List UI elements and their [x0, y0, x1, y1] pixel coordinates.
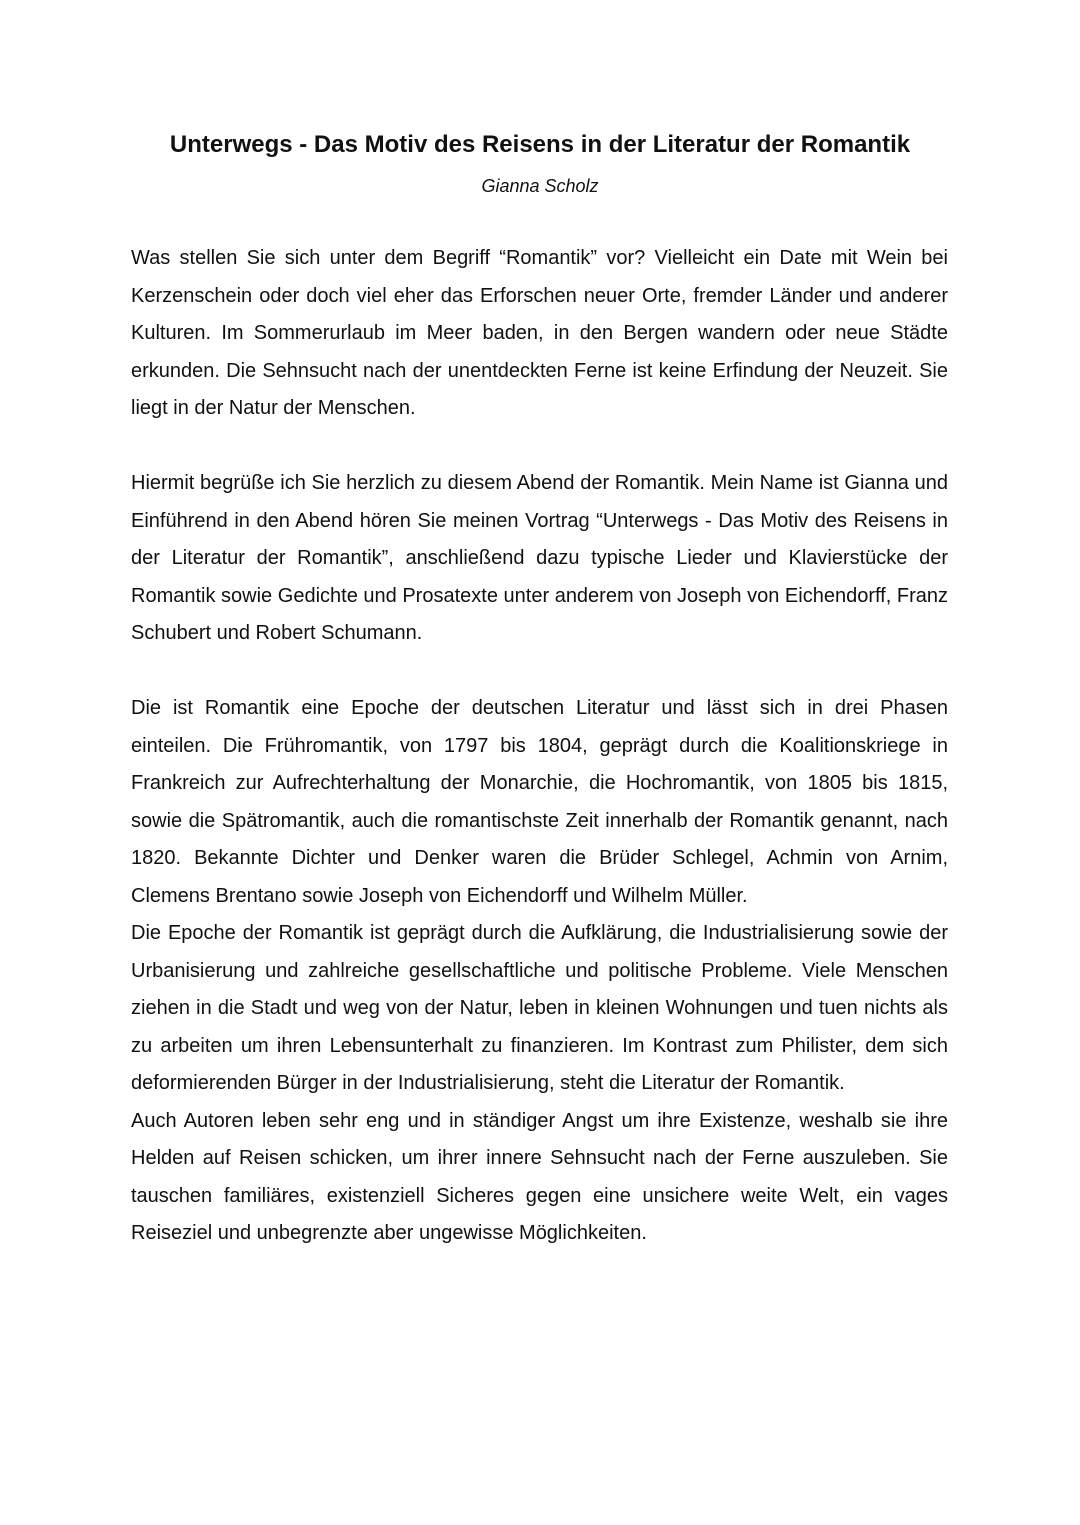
document-author: Gianna Scholz [481, 176, 599, 196]
paragraph-welcome: Hiermit begrüße ich Sie herzlich zu diesem Abend der Romantik. Mein Name ist Gianna und Einführend in den Abend hören Sie meinen Vortrag “Unterwegs - Das Motiv des Reisens in der Literatur der Romantik”, anschließend dazu typische Lieder und Klavierstücke der Romantik sowie Gedichte und Prosatexte unter anderem von Joseph von Eichendorff, Franz Schubert und Robert Schumann. [131, 472, 948, 644]
paragraph-epochs: Die ist Romantik eine Epoche der deutschen Literatur und lässt sich in drei Phasen einteilen. Die Frühromantik, von 1797 bis 1804, geprägt durch die Koalitionskriege in Frankreich zur Aufrechterhaltung der Monarchie, die Hochromantik, von 1805 bis 1815, sowie die Spätromantik, auch die romantischste Zeit innerhalb der Romantik genannt, nach 1820. Bekannte Dichter und Denker waren die Brüder Schlegel, Achmin von Arnim, Clemens Brentano sowie Joseph von Eichendorff und Wilhelm Müller. [131, 697, 948, 907]
paragraph-authors: Auch Autoren leben sehr eng und in ständiger Angst um ihre Existenze, weshalb sie ihre Helden auf Reisen schicken, um ihrer innere Sehnsucht nach der Ferne auszuleben. Sie tauschen familiäres, existenziell Sicheres gegen eine unsichere weite Welt, ein vages Reiseziel und unbegrenzte aber ungewisse Möglichkeiten. [131, 1109, 948, 1244]
document-body [131, 240, 948, 1253]
paragraph-context: Die Epoche der Romantik ist geprägt durch die Aufklärung, die Industrialisierung sowie der Urbanisierung und zahlreiche gesellschaftliche und politische Probleme. Viele Menschen ziehen in die Stadt und weg von der Natur, leben in kleinen Wohnungen und tuen nichts als zu arbeiten um ihren Lebensunterhalt zu finanzieren. Im Kontrast zum Philister, dem sich deformierenden Bürger in der Industrialisierung, steht die Literatur der Romantik. [131, 922, 948, 1094]
paragraph-intro: Was stellen Sie sich unter dem Begriff “Romantik” vor? Vielleicht ein Date mit Wein bei Kerzenschein oder doch viel eher das Erforschen neuer Orte, fremder Länder und anderer Kulturen. Im Sommerurlaub im Meer baden, in den Bergen wandern oder neue Städte erkunden. Die Sehnsucht nach der unentdeckten Ferne ist keine Erfindung der Neuzeit. Sie liegt in der Natur der Menschen. [131, 247, 948, 419]
document-title: Unterwegs - Das Motiv des Reisens in der Literatur der Romantik [169, 131, 911, 158]
